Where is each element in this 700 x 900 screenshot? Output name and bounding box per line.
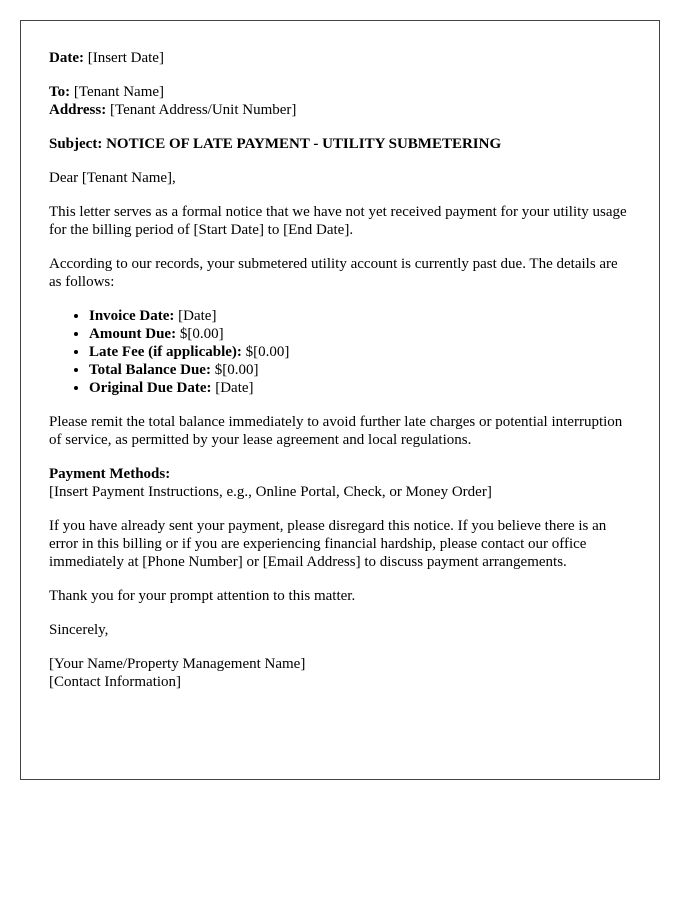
sign-off: Sincerely, [49,622,109,638]
list-item [89,325,631,343]
salutation: Dear [Tenant Name], [49,170,176,186]
paragraph-past-due: According to our records, your submetered utility account is currently past due. The details are as follows: [49,256,618,290]
subject-value: NOTICE OF LATE PAYMENT - UTILITY SUBMETERING [106,136,502,152]
payment-methods-value: [Insert Payment Instructions, e.g., Online Portal, Check, or Money Order] [49,484,492,500]
address-value: [Tenant Address/Unit Number] [109,102,297,118]
paragraph-thanks: Thank you for your prompt attention to this matter. [49,588,356,604]
detail-value: [Date] [215,380,254,396]
detail-label: Total Balance Due: [89,362,211,378]
payment-methods-label: Payment Methods: [49,466,171,482]
list-item [89,361,631,379]
address-label: Address: [49,102,107,118]
detail-label: Original Due Date: [89,380,212,396]
detail-label: Amount Due: [89,326,177,342]
date-label: Date: [49,50,84,66]
detail-label: Late Fee (if applicable): [89,344,242,360]
payment-methods-block [49,465,631,501]
detail-value: $[0.00] [179,326,224,342]
list-item [89,307,631,325]
date-line [49,49,631,67]
to-value: [Tenant Name] [73,84,165,100]
payment-details-list [49,307,631,397]
letter-page [20,20,660,780]
list-item [89,379,631,397]
sender-name: [Your Name/Property Management Name] [49,656,306,672]
paragraph-remit: Please remit the total balance immediately to avoid further late charges or potential interruption of service, as permitted by your lease agreement and local regulations. [49,414,623,448]
date-value: [Insert Date] [87,50,164,66]
paragraph-disregard: If you have already sent your payment, please disregard this notice. If you believe there is an error in this billing or if you are experiencing financial hardship, please contact our office immediately at [Phone Number] or [Email Address] to discuss payment arrangements. [49,518,607,570]
detail-label: Invoice Date: [89,308,175,324]
detail-value: $[0.00] [245,344,290,360]
paragraph-billing-period: This letter serves as a formal notice that we have not yet received payment for your utility usage for the billing period of [Start Date] to [End Date]. [49,204,627,238]
to-label: To: [49,84,71,100]
subject-line [49,135,631,153]
recipient-block [49,83,631,119]
signature-block [49,655,631,691]
detail-value: [Date] [178,308,217,324]
list-item [89,343,631,361]
subject-label: Subject: [49,136,103,152]
sender-contact: [Contact Information] [49,674,182,690]
detail-value: $[0.00] [214,362,259,378]
